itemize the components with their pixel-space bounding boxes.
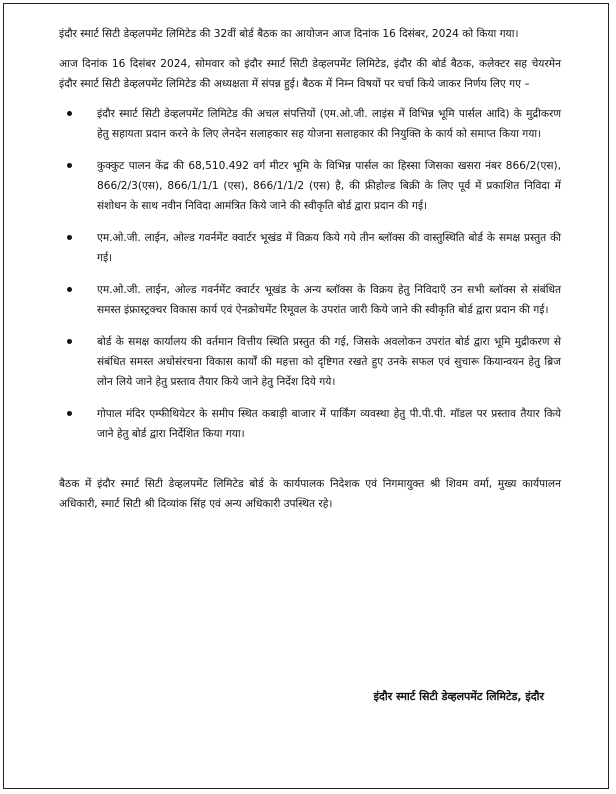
bullet-icon [67, 411, 72, 416]
decision-text: कुक्कुट पालन केंद्र की 68,510.492 वर्ग मीटर भूमि के विभिन्न पार्सल का हिस्सा जिसका खसरा नंबर 866/2(एस), 866/2/3(एस), 866/1/1/1 (एस), 866/1/1/2 (एस) है, की फ्रीहोल्ड बिक्री के लिए पूर्व में प्रकाशित निविदा में संशोधन के साथ नवीन निविदा आमंत्रित किये जाने की स्वीकृति बोर्ड द्वारा प्रदान की गई। [97, 160, 561, 212]
closing-paragraph: बैठक में इंदौर स्मार्ट सिटी डेव्हलपमेंट लिमिटेड बोर्ड के कार्यपालक निदेशक एवं निगमायुक्त श्री शिवम वर्मा, मुख्य कार्यपालन अधिकारी, स्मार्ट सिटी श्री दिव्यांक सिंह एवं अन्य अधिकारी उपस्थित रहे। [59, 478, 561, 510]
decision-item [59, 332, 561, 392]
bullet-icon [67, 339, 72, 344]
decision-item [59, 404, 561, 444]
signature-block: इंदौर स्मार्ट सिटी डेव्हलपमेंट लिमिटेड, इंदौर [373, 690, 544, 703]
document-page [3, 3, 609, 789]
bullet-icon [67, 163, 72, 168]
bullet-icon [67, 287, 72, 292]
bullet-icon [67, 235, 72, 240]
bullet-icon [67, 111, 72, 116]
decision-text: इंदौर स्मार्ट सिटी डेव्हलपमेंट लिमिटेड की अचल संपत्तियों (एम.ओ.जी. लाइंस में विभिन्न भूमि पार्सल आदि) के मुद्रीकरण हेतु सहायता प्रदान करने के लिए लेनदेन सलाहकार सह योजना सलाहकार की नियुक्ति के कार्य को समाप्त किया गया। [97, 108, 561, 140]
context-paragraph: आज दिनांक 16 दिसंबर 2024, सोमवार को इंदौर स्मार्ट सिटी डेव्हलपमेंट लिमिटेड, इंदौर की बोर्ड बैठक, कलेक्टर सह चेयरमेन इंदौर स्मार्ट सिटी डेव्हलपमेंट लिमिटेड की अध्यक्षता में संपन्न हुई। बैठक में निम्न विषयों पर चर्चा किये जाकर निर्णय लिए गए – [59, 58, 561, 90]
decision-text: गोपाल मंदिर एम्फीथियेटर के समीप स्थित कबाड़ी बाजार में पार्किंग व्यवस्था हेतु पी.पी.पी. मॉडल पर प्रस्ताव तैयार किये जाने हेतु बोर्ड द्वारा निर्देशित किया गया। [97, 408, 561, 440]
decision-text: बोर्ड के समक्ष कार्यालय की वर्तमान वित्तीय स्थिति प्रस्तुत की गई, जिसके अवलोकन उपरांत बोर्ड द्वारा भूमि मुद्रीकरण से संबंधित समस्त अधोसंरचना विकास कार्यों की महत्ता को दृष्टिगत रखते हुए उनके सफल एवं सुचारू कियान्वयन हेतु ब्रिज लोन लिये जाने हेतु प्रस्ताव तैयार किये जाने हेतु निर्देश दिये गये। [97, 336, 561, 388]
decision-item [59, 280, 561, 320]
decision-list [59, 104, 561, 444]
document-body [59, 24, 561, 514]
intro-paragraph: इंदौर स्मार्ट सिटी डेव्हलपमेंट लिमिटेड की 32वीं बोर्ड बैठक का आयोजन आज दिनांक 16 दिसंबर, 2024 को किया गया। [59, 28, 519, 40]
decision-text: एम.ओ.जी. लाईन, ओल्ड गवर्नमेंट क्वार्टर भूखंड के अन्य ब्लॉक्स के विक्रय हेतु निविदाएँ उन सभी ब्लॉक्स से संबंधित समस्त इंफ्रास्ट्रक्चर विकास कार्य एवं ऐनक्रोचमेंट रिमूवल के उपरांत जारी किये जाने की स्वीकृति बोर्ड द्वारा प्रदान की गई। [97, 284, 561, 316]
decision-item [59, 104, 561, 144]
decision-item [59, 156, 561, 216]
decision-text: एम.ओ.जी. लाईन, ओल्ड गवर्नमेंट क्वार्टर भूखंड में विक्रय किये गये तीन ब्लॉक्स की वास्तुस्थिति बोर्ड के समक्ष प्रस्तुत की गई। [97, 232, 561, 264]
decision-item [59, 228, 561, 268]
